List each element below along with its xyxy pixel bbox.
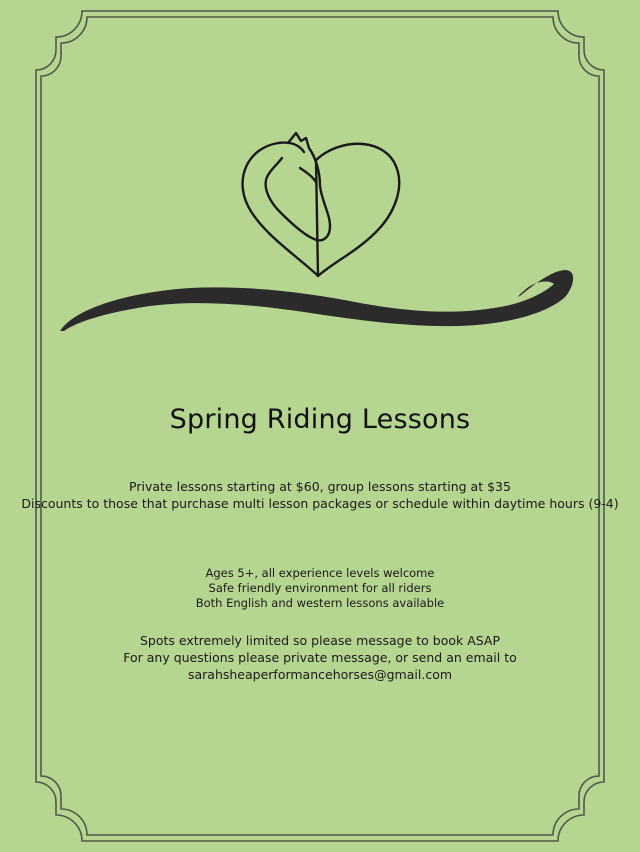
details-section bbox=[0, 566, 640, 611]
pricing-rates: Private lessons starting at $60, group lessons starting at $35 bbox=[129, 479, 511, 494]
pricing-section bbox=[0, 478, 640, 512]
booking-limited: Spots extremely limited so please message to book ASAP bbox=[139, 633, 501, 648]
contact-email: sarahsheaperformancehorses@gmail.com bbox=[187, 667, 453, 682]
pricing-discounts: Discounts to those that purchase multi lesson packages or schedule within daytime hours (9-4) bbox=[21, 496, 619, 511]
details-ages: Ages 5+, all experience levels welcome bbox=[205, 566, 435, 580]
details-disciplines: Both English and western lessons available bbox=[195, 596, 445, 610]
booking-section bbox=[0, 632, 640, 683]
details-environment: Safe friendly environment for all riders bbox=[208, 581, 432, 595]
booking-questions: For any questions please private message, or send an email to bbox=[123, 650, 517, 665]
page-title: Spring Riding Lessons bbox=[169, 404, 471, 435]
